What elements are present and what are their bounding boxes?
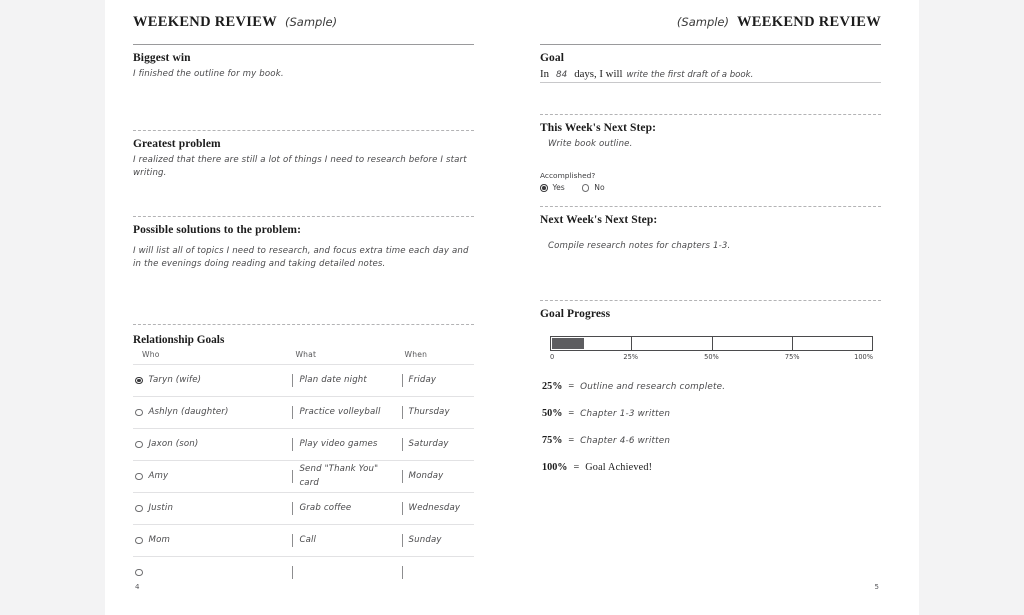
this-week-entry[interactable]: Write book outline. <box>548 139 633 149</box>
column-header-when: When <box>404 350 428 359</box>
progress-fill <box>552 338 584 349</box>
row-radio[interactable] <box>135 569 143 577</box>
cell-who <box>133 365 286 397</box>
cell-what <box>286 429 395 461</box>
what-value[interactable]: Send "Thank You" card <box>299 464 379 488</box>
cell-when <box>396 397 474 429</box>
milestone-equals: = <box>568 408 575 419</box>
when-value[interactable]: Wednesday <box>408 502 461 513</box>
when-value[interactable]: Monday <box>408 470 444 481</box>
cell-who <box>133 557 286 589</box>
accomplished-options <box>540 183 881 192</box>
cell-what <box>286 525 395 557</box>
milestone-percent: 50% <box>542 408 563 419</box>
goal-progress-widget <box>540 336 881 365</box>
when-value[interactable]: Friday <box>408 374 437 385</box>
scale-label: 75% <box>784 353 800 361</box>
table-row <box>133 557 474 589</box>
right-page-header <box>540 14 881 36</box>
possible-solutions-label: Possible solutions to the problem: <box>133 224 302 236</box>
radio-yes-label: Yes <box>552 183 565 193</box>
what-value[interactable]: Play video games <box>299 438 378 449</box>
cell-when <box>396 493 474 525</box>
goal-prefix: In <box>540 68 549 80</box>
row-radio[interactable] <box>135 473 143 481</box>
milestone-equals: = <box>568 435 575 446</box>
next-week-label: Next Week's Next Step: <box>540 214 658 226</box>
this-week-label: This Week's Next Step: <box>540 122 657 134</box>
cell-who <box>133 429 286 461</box>
possible-solutions-entry[interactable]: I will list all of topics I need to research, and focus extra time each day and in the evenings doing reading and taking detailed notes. <box>133 246 469 270</box>
goal-label: Goal <box>540 52 565 64</box>
goal-statement[interactable]: write the first draft of a book. <box>626 70 754 80</box>
milestone-row <box>540 381 881 392</box>
milestone-text[interactable]: Chapter 4-6 written <box>580 436 671 446</box>
cell-what <box>286 557 395 589</box>
radio-no-label: No <box>594 183 605 193</box>
divider-r2 <box>540 206 881 207</box>
row-radio[interactable] <box>135 409 143 417</box>
cell-when <box>396 461 474 493</box>
table-row <box>133 397 474 429</box>
progress-tick-75 <box>792 337 793 350</box>
when-value[interactable]: Thursday <box>408 406 450 417</box>
goal-block <box>540 52 881 114</box>
milestone-row <box>540 408 881 419</box>
header-rule-right <box>540 44 881 45</box>
goal-days-value[interactable]: 84 <box>556 70 568 80</box>
milestone-row <box>540 462 881 473</box>
who-value[interactable]: Mom <box>148 534 170 545</box>
accomplished-label: Accomplished? <box>540 171 596 181</box>
column-header-what: What <box>295 350 317 359</box>
divider-1 <box>133 130 474 131</box>
milestone-list <box>540 381 881 473</box>
row-radio[interactable] <box>135 537 143 545</box>
what-value[interactable]: Practice volleyball <box>299 406 381 417</box>
milestone-percent: 25% <box>542 381 563 392</box>
table-row <box>133 461 474 493</box>
who-value[interactable]: Jaxon (son) <box>148 438 199 449</box>
page-number-right: 5 <box>874 583 879 591</box>
cell-when <box>396 525 474 557</box>
page-title: WEEKEND REVIEW <box>133 14 277 30</box>
who-value[interactable]: Justin <box>148 502 174 513</box>
milestone-equals: = <box>573 462 580 473</box>
table-row <box>133 493 474 525</box>
cell-who <box>133 397 286 429</box>
radio-yes[interactable] <box>540 184 548 192</box>
page-number-left: 4 <box>135 583 140 591</box>
this-week-block <box>540 122 881 206</box>
milestone-text[interactable]: Chapter 1-3 written <box>580 409 671 419</box>
column-header-who: Who <box>142 350 160 359</box>
header-rule <box>133 44 474 45</box>
biggest-win-entry[interactable]: I finished the outline for my book. <box>133 69 284 79</box>
next-week-block <box>540 214 881 300</box>
scale-label: 100% <box>854 353 873 361</box>
milestone-equals: = <box>568 381 575 392</box>
row-radio[interactable] <box>135 377 143 385</box>
goal-middle: days, I will <box>574 68 623 80</box>
what-value[interactable]: Grab coffee <box>299 502 352 513</box>
milestone-text[interactable]: Goal Achieved! <box>585 462 653 473</box>
cell-who <box>133 525 286 557</box>
cell-when <box>396 429 474 461</box>
table-row <box>133 365 474 397</box>
table-row <box>133 429 474 461</box>
next-week-entry[interactable]: Compile research notes for chapters 1-3. <box>548 241 731 251</box>
cell-what <box>286 493 395 525</box>
journal-spread <box>105 0 919 615</box>
cell-when <box>396 557 474 589</box>
sample-tag-right: (Sample) <box>676 15 729 29</box>
what-value[interactable]: Plan date night <box>299 374 367 385</box>
divider-3 <box>133 324 474 325</box>
possible-solutions-block <box>133 224 474 324</box>
when-value[interactable]: Saturday <box>408 438 449 449</box>
left-page-header <box>133 14 474 36</box>
scale-label: 0 <box>550 353 555 361</box>
divider-r1 <box>540 114 881 115</box>
what-value[interactable]: Call <box>299 534 317 545</box>
progress-bar[interactable] <box>550 336 873 351</box>
cell-who <box>133 493 286 525</box>
relationship-goals-table <box>133 348 474 588</box>
radio-no[interactable] <box>582 184 590 192</box>
cell-what <box>286 461 395 493</box>
divider-2 <box>133 216 474 217</box>
page-left <box>105 0 512 615</box>
who-value[interactable]: Ashlyn (daughter) <box>148 406 229 417</box>
table-header-row <box>133 348 474 365</box>
scale-label: 25% <box>623 353 639 361</box>
biggest-win-label: Biggest win <box>133 52 191 64</box>
milestone-text[interactable]: Outline and research complete. <box>580 382 726 392</box>
progress-scale <box>550 353 873 365</box>
row-radio[interactable] <box>135 505 143 513</box>
who-value[interactable]: Amy <box>148 470 169 481</box>
progress-tick-50 <box>712 337 713 350</box>
when-value[interactable]: Sunday <box>408 534 442 545</box>
cell-what <box>286 365 395 397</box>
table-row <box>133 525 474 557</box>
milestone-row <box>540 435 881 446</box>
sample-tag: (Sample) <box>285 15 338 29</box>
greatest-problem-entry[interactable]: I realized that there are still a lot of things I need to research before I start writing. <box>133 155 467 179</box>
milestone-percent: 75% <box>542 435 563 446</box>
greatest-problem-label: Greatest problem <box>133 138 221 150</box>
goal-progress-label: Goal Progress <box>540 308 611 320</box>
cell-what <box>286 397 395 429</box>
biggest-win-block <box>133 52 474 130</box>
page-title-right: WEEKEND REVIEW <box>737 14 881 30</box>
cell-when <box>396 365 474 397</box>
goal-sentence <box>540 68 881 83</box>
cell-who <box>133 461 286 493</box>
relationship-goals-title: Relationship Goals <box>133 334 225 346</box>
scale-label: 50% <box>704 353 719 361</box>
progress-tick-25 <box>631 337 632 350</box>
who-value[interactable]: Taryn (wife) <box>148 374 202 385</box>
divider-r3 <box>540 300 881 301</box>
milestone-percent: 100% <box>542 462 568 473</box>
page-right <box>512 0 919 615</box>
row-radio[interactable] <box>135 441 143 449</box>
greatest-problem-block <box>133 138 474 216</box>
